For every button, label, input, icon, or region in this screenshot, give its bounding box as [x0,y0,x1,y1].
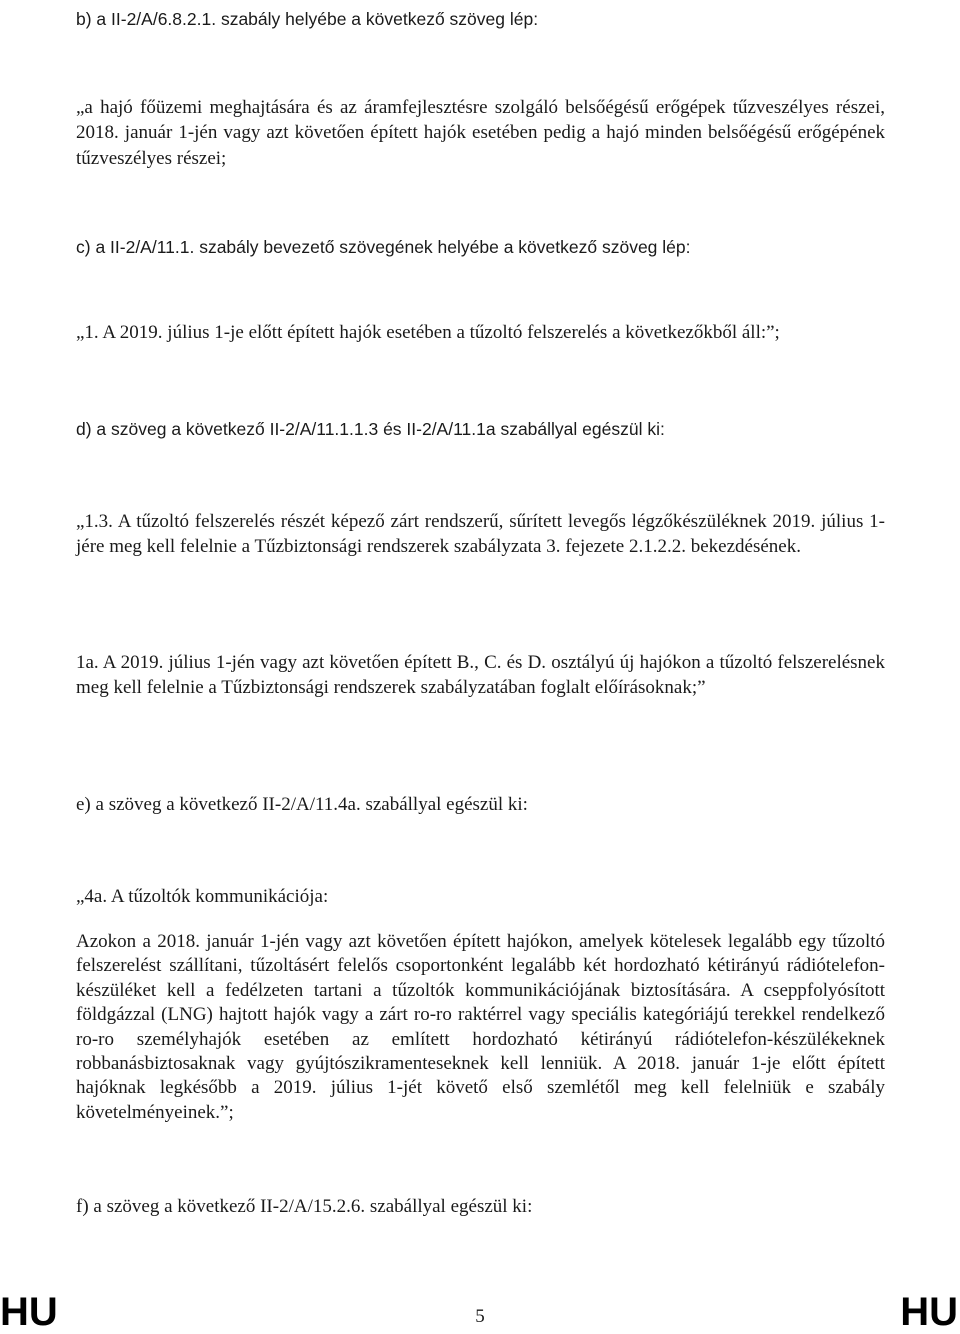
amendment-d-intro: d) a szöveg a következő II-2/A/11.1.1.3 és II-2/A/11.1a szabállyal egészül ki: [76,419,665,439]
amendment-e-heading: „4a. A tűzoltók kommunikációja: [76,886,329,907]
page-number: 5 [475,1306,485,1327]
amendment-f-intro: f) a szöveg a következő II-2/A/15.2.6. szabállyal egészül ki: [76,1196,533,1217]
footer-language-code-left: HU [0,1290,58,1334]
amendment-b-intro: b) a II-2/A/6.8.2.1. szabály helyébe a következő szöveg lép: [76,9,539,29]
amendment-d-text-1: „1.3. A tűzoltó felszerelés részét képező zárt rendszerű, sűrített levegős légzőkészüléknek 2019. július 1-jére meg kell felelnie a Tűzbiztonsági rendszerek szabályzata 3. fejezete 2.1.2.2. bekezdésének. [76,511,885,558]
amendment-e-text: Azokon a 2018. január 1-jén vagy azt követően épített hajókon, amelyek kötelesek legalább egy tűzoltó felszerelést szállítani, tűzoltásért felelős csoportonként legalább két hordozható kétirányú rádiótelefon-készüléket kell a fedélzeten tartani a tűzoltók kommunikációjának biztosítására. A cseppfolyósított földgázzal (LNG) hajtott hajók vagy a zárt ro-ro raktérrel vagy speciális kategóriájú terekkel rendelkező ro-ro személyhajók esetében az említett hordozható kétirányú rádiótelefon-készülékeknek robbanásbiztosaknak vagy gyújtószikramenteseknek kell lenniük. A 2018. január 1-je előtt épített hajóknak legkésőbb a 2019. július 1-jét követő első szemlétől meg kell felelniük e szabály követelményeinek.”; [76,931,885,1123]
amendment-d-text-2: 1a. A 2019. július 1-jén vagy azt követően épített B., C. és D. osztályú új hajókon a tűzoltó felszerelésnek meg kell felelnie a Tűzbiztonsági rendszerek szabályzatában foglalt előírásoknak;” [76,652,885,699]
amendment-b-text: „a hajó főüzemi meghajtására és az áramfejlesztésre szolgáló belsőégésű erőgépek tűzveszélyes részei, 2018. január 1-jén vagy azt követően épített hajók esetében pedig a hajó minden belsőégésű erőgépének tűzveszélyes részei; [76,97,885,169]
footer-language-code-right: HU [900,1290,958,1334]
amendment-c-text: „1. A 2019. július 1-je előtt épített hajók esetében a tűzoltó felszerelés a következőkből áll:”; [76,322,780,343]
amendment-c-intro: c) a II-2/A/11.1. szabály bevezető szövegének helyébe a következő szöveg lép: [76,237,691,257]
amendment-e-intro: e) a szöveg a következő II-2/A/11.4a. szabállyal egészül ki: [76,794,528,815]
